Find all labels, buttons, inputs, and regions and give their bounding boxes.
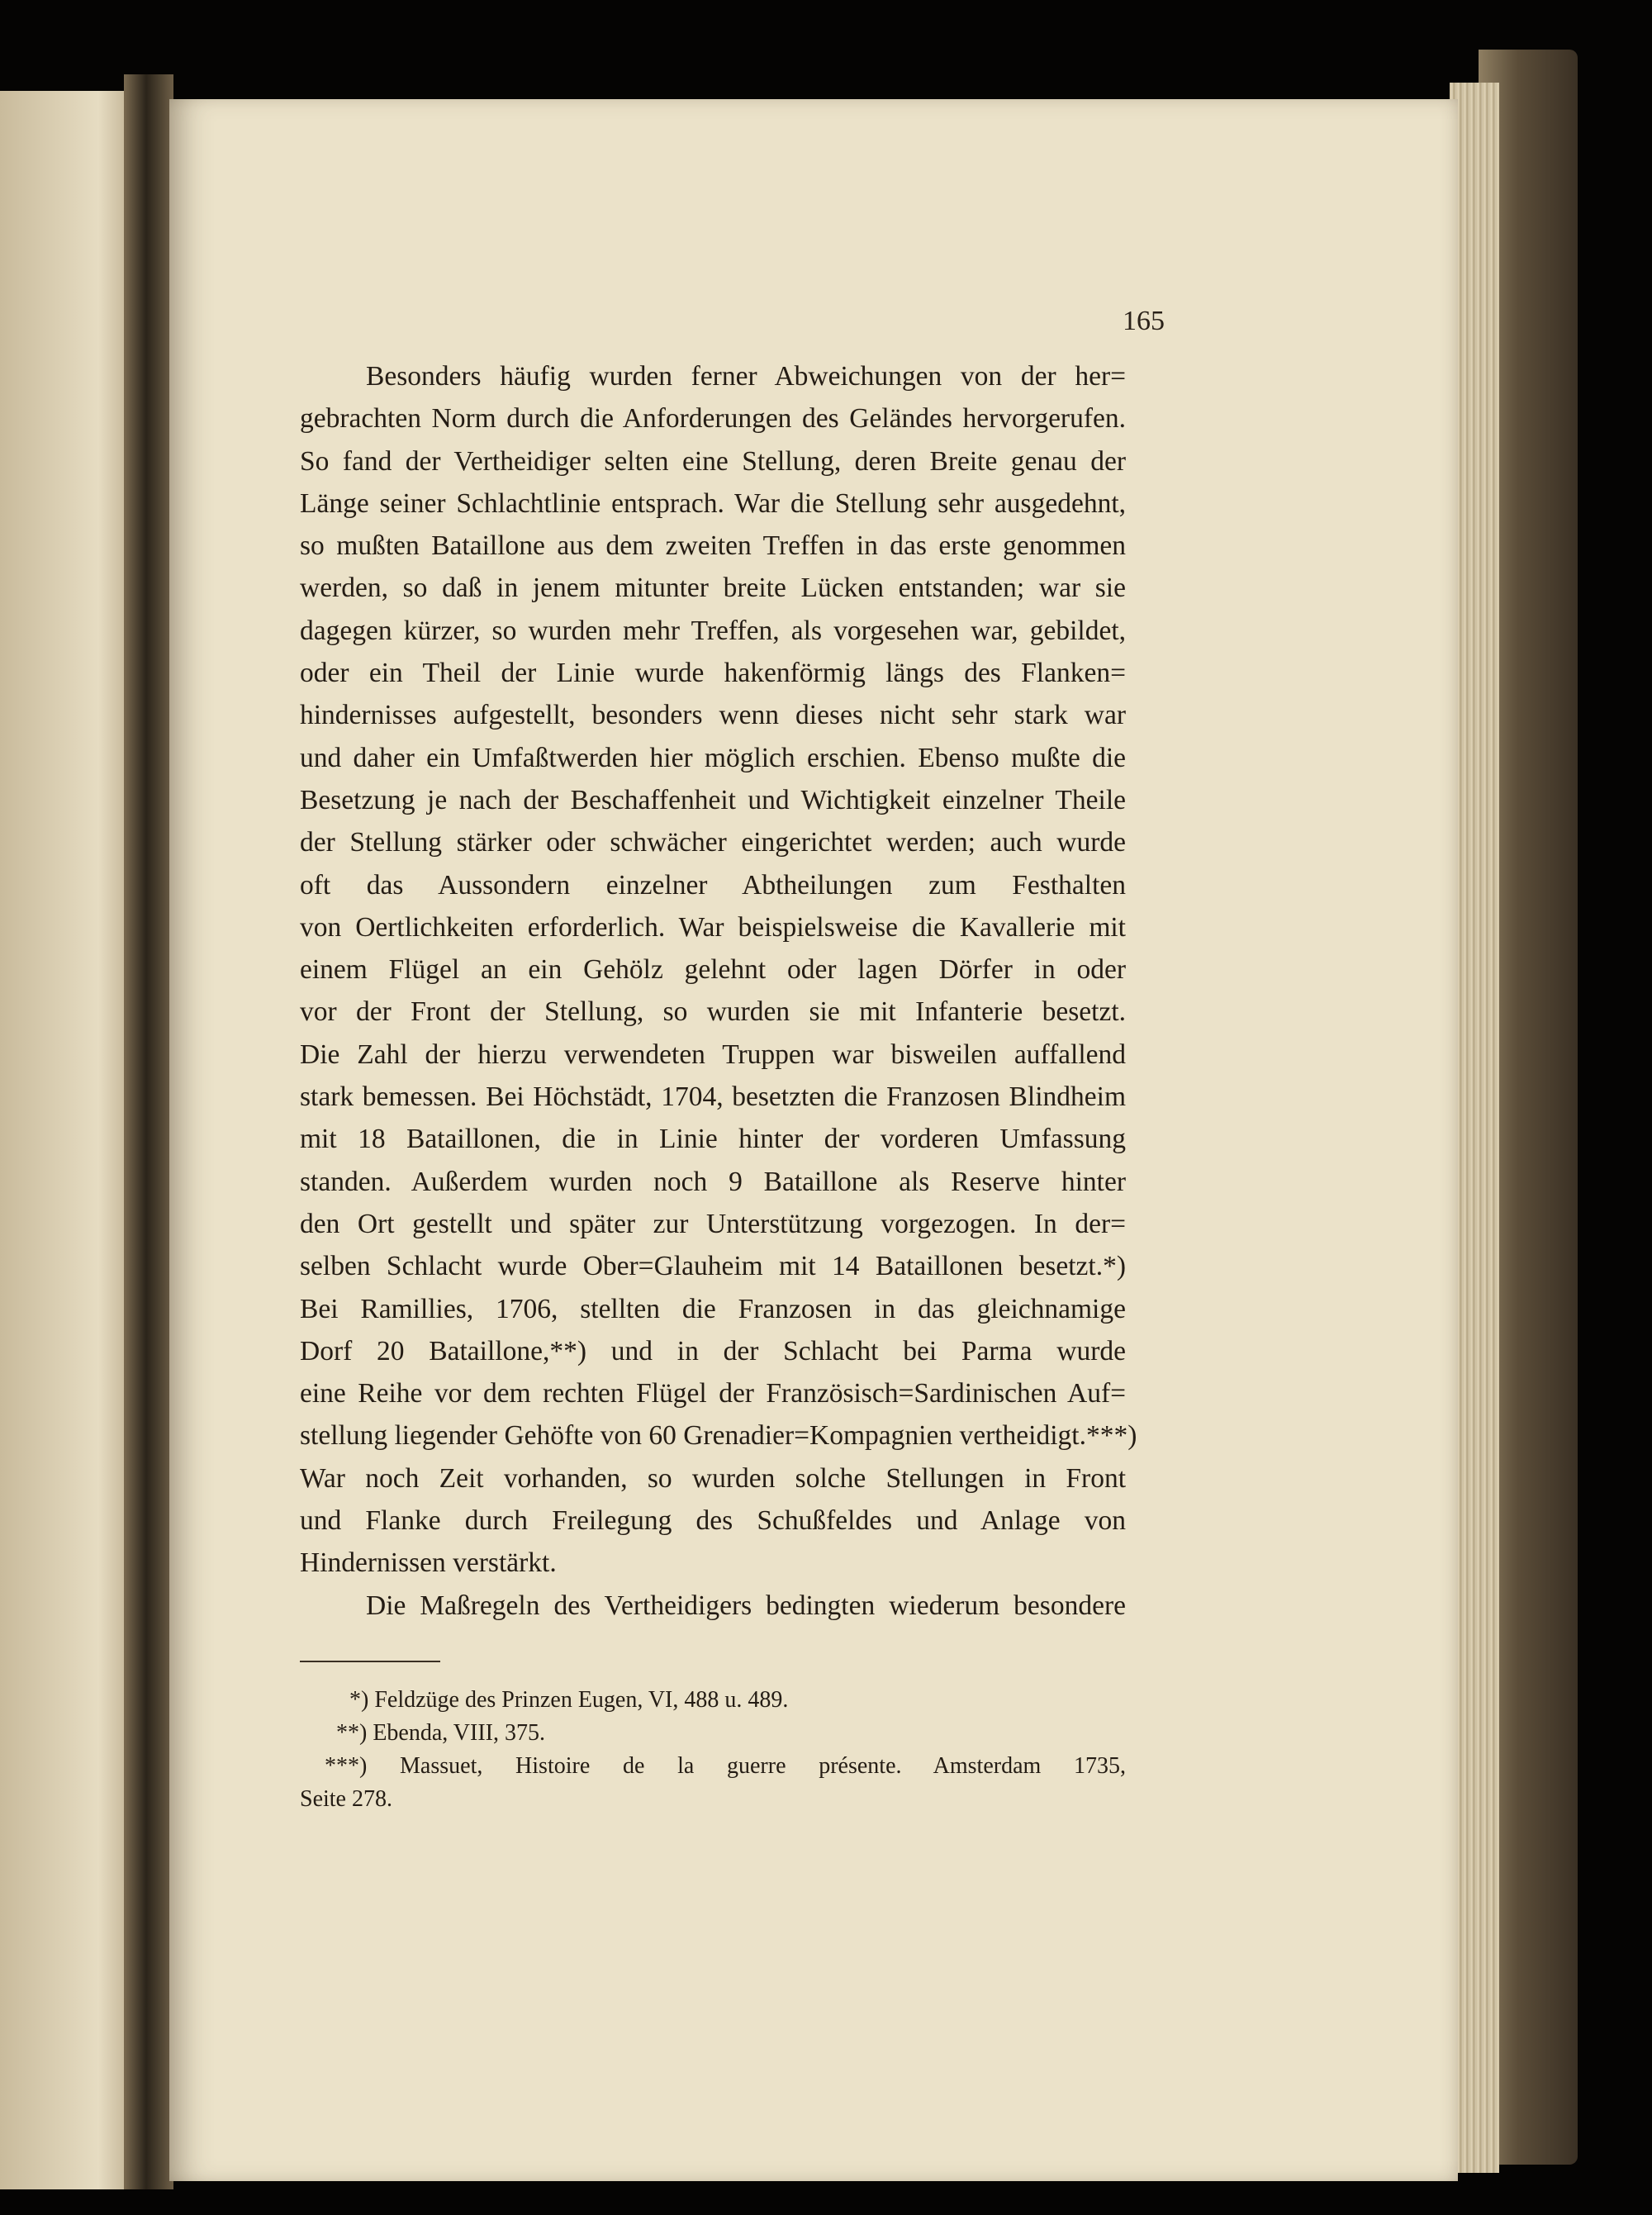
text-line: werden, so daß in jenem mitunter breite Lücken entstanden; war sie — [300, 573, 1126, 604]
text-line: oder ein Theil der Linie wurde hakenförmig längs des Flanken= — [300, 658, 1126, 689]
book-gutter — [124, 74, 173, 2189]
left-page-edge — [0, 91, 140, 2189]
text-line: gebrachten Norm durch die Anforderungen des Geländes hervorgerufen. — [300, 403, 1126, 435]
text-line: und Flanke durch Freilegung des Schußfeldes und Anlage von — [300, 1505, 1126, 1537]
text-line: Länge seiner Schlachtlinie entsprach. War die Stellung sehr ausgedehnt, — [300, 487, 1126, 519]
footnote-3: ***) Massuet, Histoire de la guerre présente. Amsterdam 1735, — [325, 1753, 1126, 1779]
body-text — [300, 355, 1137, 1627]
text-line: hindernisses aufgestellt, besonders wenn dieses nicht sehr stark war — [300, 700, 1126, 731]
text-line: stellung liegender Gehöfte von 60 Grenadier=Kompagnien vertheidigt.***) — [300, 1420, 1137, 1452]
text-line: so mußten Bataillone aus dem zweiten Treffen in das erste genommen — [300, 530, 1126, 562]
footnote-2: **) Ebenda, VIII, 375. — [336, 1720, 545, 1746]
text-line: Bei Ramillies, 1706, stellten die Franzosen in das gleichnamige — [300, 1293, 1126, 1324]
text-line: vor der Front der Stellung, so wurden sie mit Infanterie besetzt. — [300, 996, 1126, 1028]
footnote-divider — [300, 1661, 440, 1662]
text-line: So fand der Vertheidiger selten eine Stellung, deren Breite genau der — [300, 445, 1126, 477]
text-line: einem Flügel an ein Gehölz gelehnt oder lagen Dörfer in oder — [300, 954, 1126, 986]
text-line: von Oertlichkeiten erforderlich. War beispielsweise die Kavallerie mit — [300, 911, 1126, 943]
text-line: stark bemessen. Bei Höchstädt, 1704, besetzten die Franzosen Blindheim — [300, 1081, 1126, 1113]
text-line: selben Schlacht wurde Ober=Glauheim mit 14 Bataillonen besetzt.*) — [300, 1251, 1126, 1282]
text-line: standen. Außerdem wurden noch 9 Bataillone als Reserve hinter — [300, 1166, 1126, 1197]
text-line: oft das Aussondern einzelner Abtheilungen zum Festhalten — [300, 869, 1126, 901]
text-line: eine Reihe vor dem rechten Flügel der Französisch=Sardinischen Auf= — [300, 1378, 1126, 1409]
page-number: 165 — [1123, 306, 1165, 336]
text-line: und daher ein Umfaßtwerden hier möglich erschien. Ebenso mußte die — [300, 742, 1126, 773]
footnote-1: *) Feldzüge des Prinzen Eugen, VI, 488 u. 489. — [349, 1687, 789, 1713]
text-line: Besonders häufig wurden ferner Abweichungen von der her= — [366, 361, 1126, 392]
text-line: War noch Zeit vorhanden, so wurden solche Stellungen in Front — [300, 1462, 1126, 1494]
footnote-3-continuation: Seite 278. — [300, 1786, 392, 1812]
closing-line: Die Maßregeln des Vertheidigers bedingten wiederum besondere — [366, 1590, 1126, 1621]
text-line: der Stellung stärker oder schwächer eingerichtet werden; auch wurde — [300, 827, 1126, 858]
text-line: Die Zahl der hierzu verwendeten Truppen war bisweilen auffallend — [300, 1039, 1126, 1070]
footnotes — [300, 1684, 1126, 1816]
text-line: dagegen kürzer, so wurden mehr Treffen, als vorgesehen war, gebildet, — [300, 615, 1126, 646]
text-line: Besetzung je nach der Beschaffenheit und Wichtigkeit einzelner Theile — [300, 784, 1126, 815]
text-line: den Ort gestellt und später zur Unterstützung vorgezogen. In der= — [300, 1208, 1126, 1239]
text-line: Dorf 20 Bataillone,**) und in der Schlacht bei Parma wurde — [300, 1335, 1126, 1367]
text-line: Hindernissen verstärkt. — [300, 1547, 557, 1579]
text-line: mit 18 Bataillonen, die in Linie hinter der vorderen Umfassung — [300, 1124, 1126, 1155]
